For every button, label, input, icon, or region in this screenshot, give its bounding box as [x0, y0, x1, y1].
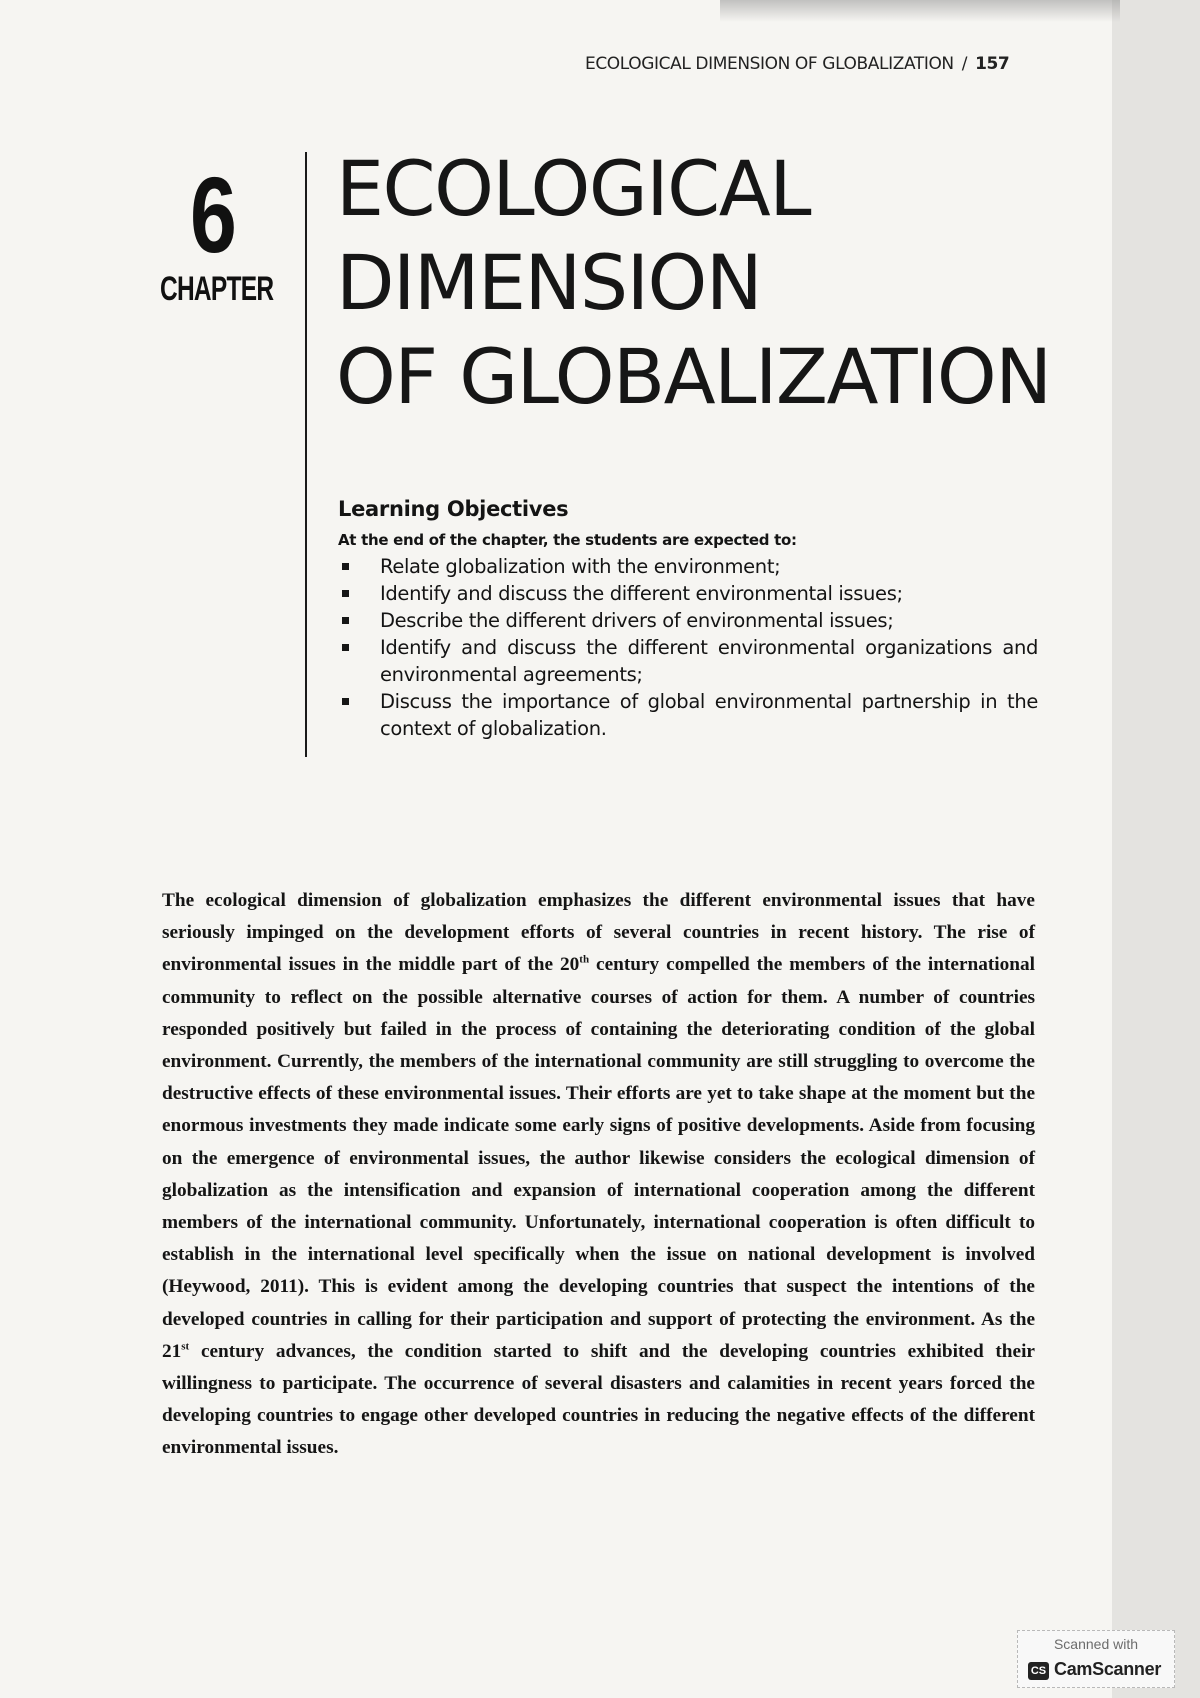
bullet-icon	[342, 590, 349, 597]
objective-text: Identify and discuss the different environmental issues;	[380, 582, 903, 605]
ordinal-superscript: th	[579, 953, 590, 966]
bullet-icon	[342, 698, 349, 705]
body-text-part-2: century compelled the members of the international community to reflect on the possible alternative courses of action for them. A number of countries responded positively but failed in the process of containing the deteriorating condition of the global environment. Currently, the members of the international community are still struggling to overcome the destructive effects of these environmental issues. Their efforts are yet to take shape at the moment but the enormous investments they made indicate some early signs of positive developments. Aside from focusing on the emergence of environmental issues, the author likewise considers the ecological dimension of globalization as the intensification and expansion of international cooperation among the different members of the international community. Unfortunately, international cooperation is often difficult to establish in the international level specifically when the issue on national development is involved (Heywood, 2011). This is evident among the developing countries that suspect the intentions of the developed countries in calling for their participation and support of protecting the environment. As the 21	[162, 954, 1035, 1362]
camscanner-watermark	[1017, 1630, 1175, 1688]
bullet-icon	[342, 563, 349, 570]
camscanner-logo-icon: CS	[1028, 1662, 1049, 1680]
scanned-with-label: Scanned with	[1053, 1636, 1139, 1652]
objective-item	[338, 580, 1038, 607]
objective-text: Discuss the importance of global environmental partnership in the context of globalization.	[380, 690, 1038, 740]
chapter-divider-rule	[305, 152, 307, 757]
objective-item	[338, 607, 1038, 634]
camscanner-brand: CamScanner	[1054, 1659, 1162, 1679]
body-text-part-1: The ecological dimension of globalization emphasizes the different environmental issues that have seriously impinged on the development efforts of several countries in recent history. The rise of environmental issues in the middle part of the 20	[162, 890, 1035, 976]
bullet-icon	[342, 644, 349, 651]
ordinal-superscript: st	[181, 1340, 190, 1353]
objective-item	[338, 634, 1038, 688]
objective-item	[338, 688, 1038, 742]
running-title: ECOLOGICAL DIMENSION OF GLOBALIZATION	[585, 54, 954, 74]
chapter-title-line-1: ECOLOGICAL	[336, 144, 811, 233]
chapter-marker	[160, 154, 310, 320]
objectives-heading: Learning Objectives	[338, 497, 569, 521]
objective-item	[338, 553, 1038, 580]
body-paragraph	[162, 885, 1035, 1465]
objective-text: Describe the different drivers of environmental issues;	[380, 609, 894, 632]
objectives-list	[338, 553, 1038, 742]
bullet-icon	[342, 617, 349, 624]
page-edge	[1112, 0, 1200, 1698]
running-header	[585, 54, 1055, 74]
objective-text: Relate globalization with the environment;	[380, 555, 781, 578]
header-separator: /	[961, 54, 968, 74]
scan-shadow	[720, 0, 1120, 22]
chapter-title-line-2: DIMENSION	[336, 238, 762, 327]
objectives-intro: At the end of the chapter, the students are expected to:	[338, 531, 797, 549]
page-number: 157	[975, 54, 1010, 74]
chapter-title-line-3: OF GLOBALIZATION	[336, 332, 1051, 421]
objective-text: Identify and discuss the different environmental organizations and environmental agreements;	[380, 636, 1038, 686]
body-text-part-3: century advances, the condition started to shift and the developing countries exhibited their willingness to participate. The occurrence of several disasters and calamities in recent years forced the developing countries to engage other developed countries in reducing the negative effects of the different environmental issues.	[162, 1340, 1035, 1459]
chapter-title	[336, 142, 1066, 424]
learning-objectives	[338, 497, 1038, 742]
chapter-number: 6	[190, 154, 234, 275]
chapter-label: CHAPTER	[160, 270, 274, 308]
